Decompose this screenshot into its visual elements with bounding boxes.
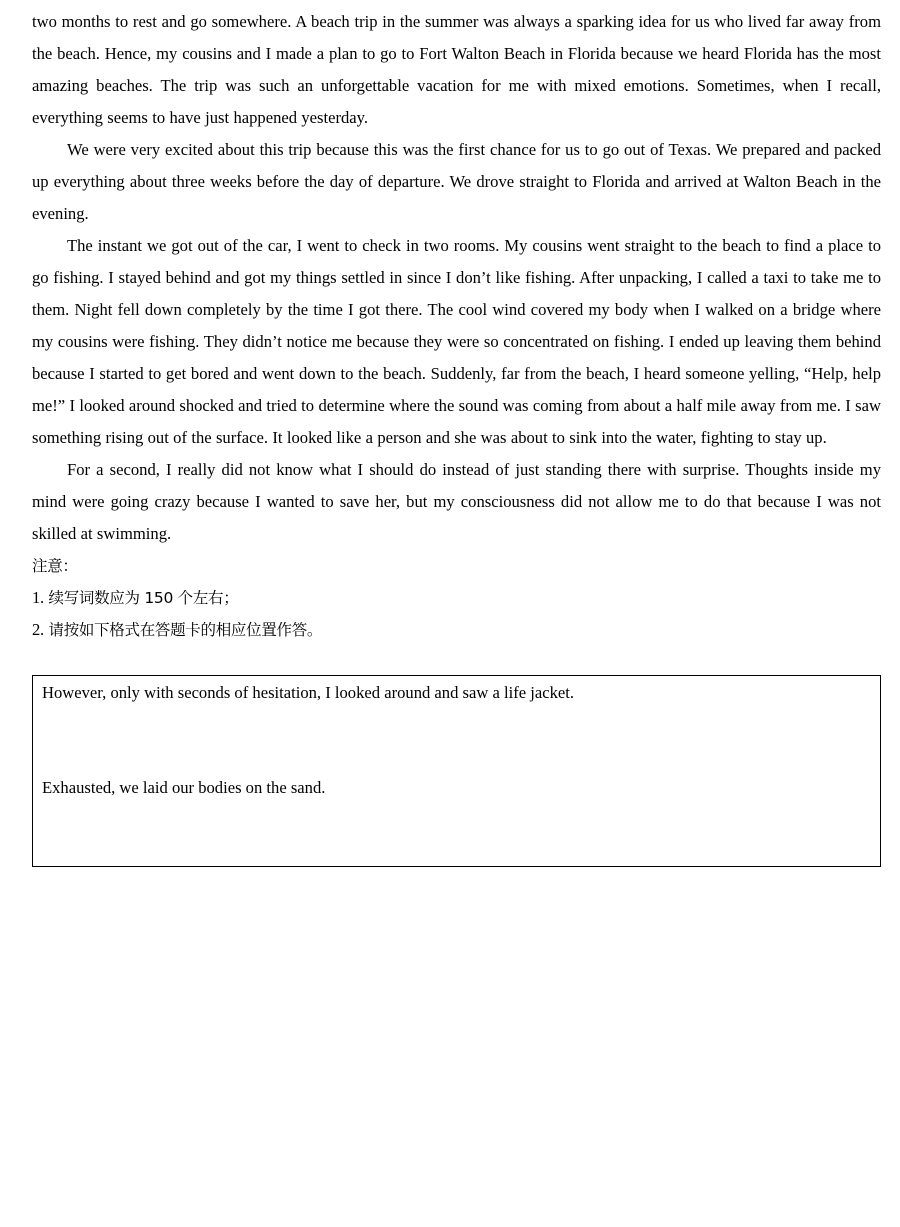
note-item-2-number: 2. <box>32 620 44 639</box>
note-item-1-text: 续写词数应为 150 个左右； <box>48 589 239 607</box>
answer-box-second-line: Exhausted, we laid our bodies on the sand. <box>42 778 326 797</box>
passage-paragraph-2: We were very excited about this trip because this was the first chance for us to go out of Texas. We prepared and packed up everything about three weeks before the day of departure. We drove straight to Florida and arrived at Walton Beach in the evening. <box>32 140 881 223</box>
passage-paragraph-3: The instant we got out of the car, I went to check in two rooms. My cousins went straight to the beach to find a place to go fishing. I stayed behind and got my things settled in since I don’t like fishing. After unpacking, I called a taxi to take me to them. Night fell down completely by the time I got there. The cool wind covered my body when I walked on a bridge where my cousins were fishing. They didn’t notice me because they were so concentrated on fishing. I ended up leaving them behind because I started to get bored and went down to the beach. Suddenly, far from the beach, I heard someone yelling, “Help, help me!” I looked around shocked and tried to determine where the sound was coming from about a half mile away from me. I saw something rising out of the surface. It looked like a person and she was about to sink into the water, fighting to stay up. <box>32 236 881 447</box>
passage <box>32 6 881 646</box>
passage-paragraph-1: two months to rest and go somewhere. A beach trip in the summer was always a sparking idea for us who lived far away from the beach. Hence, my cousins and I made a plan to go to Fort Walton Beach in Florida because we heard Florida has the most amazing beaches. The trip was such an unforgettable vacation for me with mixed emotions. Sometimes, when I recall, everything seems to have just happened yesterday. <box>32 12 881 127</box>
note-item-1-number: 1. <box>32 588 44 607</box>
notes-heading: 注意： <box>32 557 78 575</box>
passage-paragraph-4: For a second, I really did not know what I should do instead of just standing there with surprise. Thoughts inside my mind were going crazy because I wanted to save her, but my consciousness did not allow me to do that because I was not skilled at swimming. <box>32 460 881 543</box>
note-item-2-text: 请按如下格式在答题卡的相应位置作答。 <box>48 621 323 639</box>
answer-box-opening-line: However, only with seconds of hesitation, I looked around and saw a life jacket. <box>42 683 575 702</box>
note-item-1 <box>32 582 881 614</box>
answer-box <box>32 675 881 867</box>
note-item-2 <box>32 614 881 646</box>
